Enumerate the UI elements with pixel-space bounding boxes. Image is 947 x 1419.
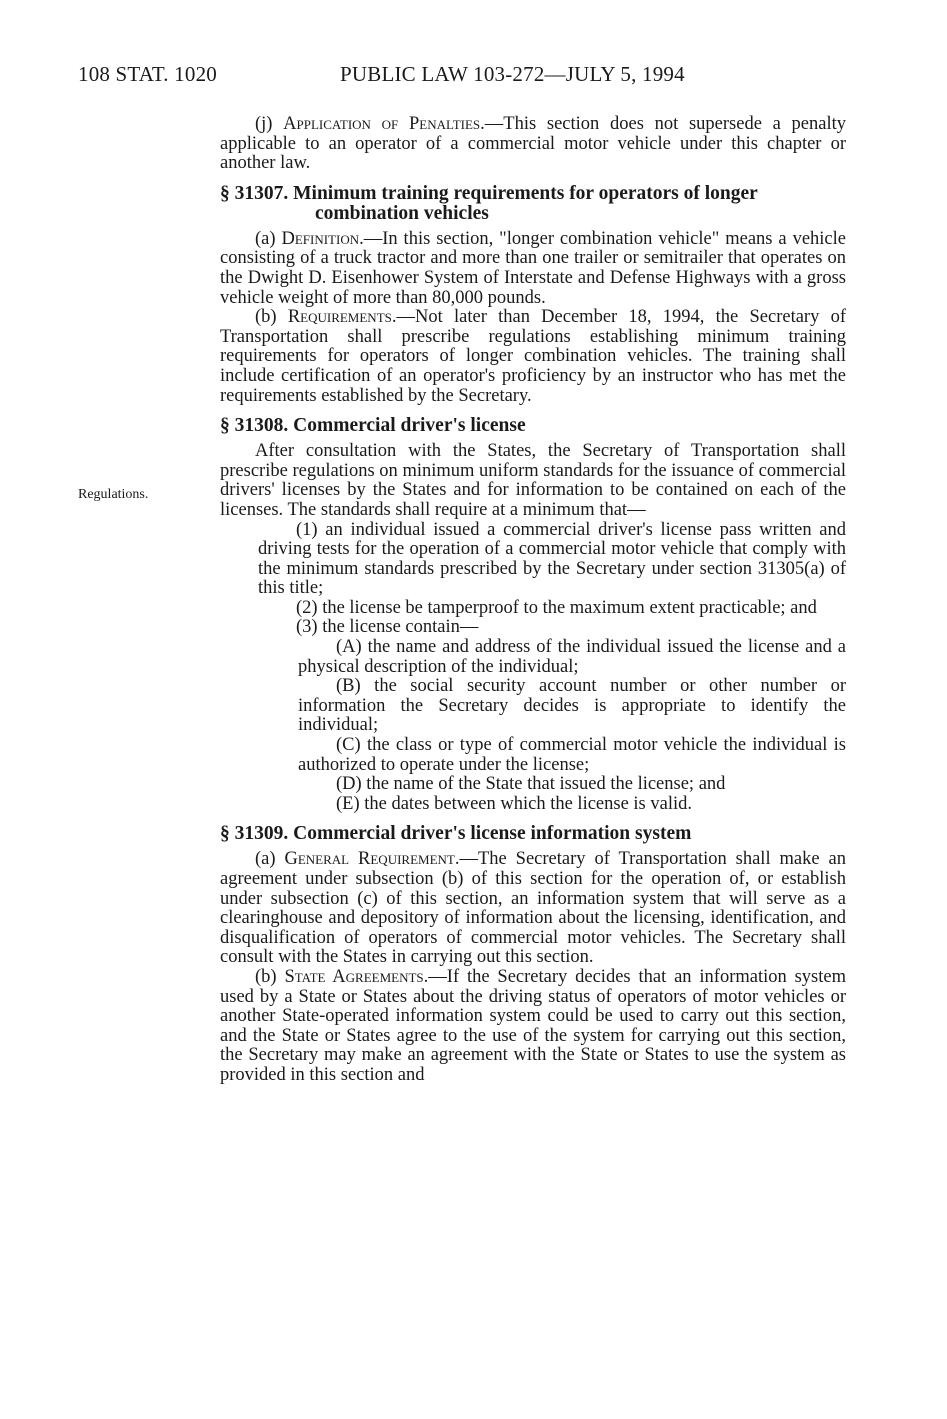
section-heading-31309: § 31309. Commercial driver's license information system: [220, 823, 692, 845]
stat-citation: 108 STAT. 1020: [78, 62, 217, 86]
caption: General Requirement.: [284, 849, 460, 870]
paragraph-31308-3C: (C) the class or type of commercial motor vehicle the individual is authorized to operate under the license;: [298, 735, 846, 775]
paragraph-31308-intro: After consultation with the States, the Secretary of Transportation shall prescribe regulations on minimum uniform standards for the issuance of commercial drivers' licenses by the States and for information to be contained on each of the licenses. The standards shall require at a minimum that—: [220, 441, 846, 520]
paragraph-31308-3: (3) the license contain—: [296, 617, 479, 638]
paragraph-31309-b: (b) State Agreements.—If the Secretary decides that an information system used by a State or States about the driving status of operators of motor vehicles or another State-operated information system could be used to carry out this section, and the State or States agree to the use of the system for carrying out this section, the Secretary may make an agreement with the State or States to use the system as provided in this section and: [220, 966, 846, 1085]
paragraph-31308-3E: (E) the dates between which the license is valid.: [336, 793, 692, 814]
paragraph-31308-2: (2) the license be tamperproof to the maximum extent practicable; and: [296, 597, 817, 618]
caption: Requirements.: [287, 307, 397, 328]
paragraph-31308-1: (1) an individual issued a commercial driver's license pass written and driving tests for the operation of a commercial motor vehicle that comply with the minimum standards prescribed by the Secretary under section 31305(a) of this title;: [258, 519, 846, 599]
paragraph-31307-b: (b) Requirements.—Not later than December 18, 1994, the Secretary of Transportation shall prescribe regulations establishing minimum training requirements for operators of longer combination vehicles. The training shall include certification of an operator's proficiency by an instructor who has met the requirements established by the Secretary.: [220, 307, 846, 406]
caption: Definition.: [281, 228, 364, 249]
paragraph-31309-a: (a) General Requirement.—The Secretary of Transportation shall make an agreement under subsection (b) of this section for the operation of, or establish under subsection (c) of this section, an information system that will serve as a clearinghouse and depository of information about the licensing, identification, and disqualification of operators of commercial motor vehicles. The Secretary shall consult with the States in carrying out this section.: [220, 849, 846, 968]
public-law-title: PUBLIC LAW 103-272—JULY 5, 1994: [340, 62, 685, 86]
caption: State Agreements.: [284, 966, 429, 987]
section-heading-31307: § 31307. Minimum training requirements for operators of longer combination vehicles: [220, 182, 758, 224]
margin-note: Regulations.: [78, 487, 149, 502]
paragraph-j: (j) Application of Penalties.—This section does not supersede a penalty applicable to an operator of a commercial motor vehicle under this chapter or another law.: [220, 114, 846, 174]
document-body: [220, 115, 846, 1086]
section-heading-31308: § 31308. Commercial driver's license: [220, 415, 526, 437]
paragraph-31308-3A: (A) the name and address of the individual issued the license and a physical description of the individual;: [298, 637, 846, 677]
paragraph-31308-3D: (D) the name of the State that issued the license; and: [336, 774, 726, 795]
paragraph-31308-3B: (B) the social security account number or other number or information the Secretary decides is appropriate to identify the individual;: [298, 676, 846, 736]
paragraph-31307-a: (a) Definition.—In this section, "longer combination vehicle" means a vehicle consisting of a truck tractor and more than one trailer or semitrailer that operates on the Dwight D. Eisenhower System of Interstate and Defense Highways with a gross vehicle weight of more than 80,000 pounds.: [220, 228, 846, 308]
caption: Application of Penalties.: [283, 114, 485, 134]
